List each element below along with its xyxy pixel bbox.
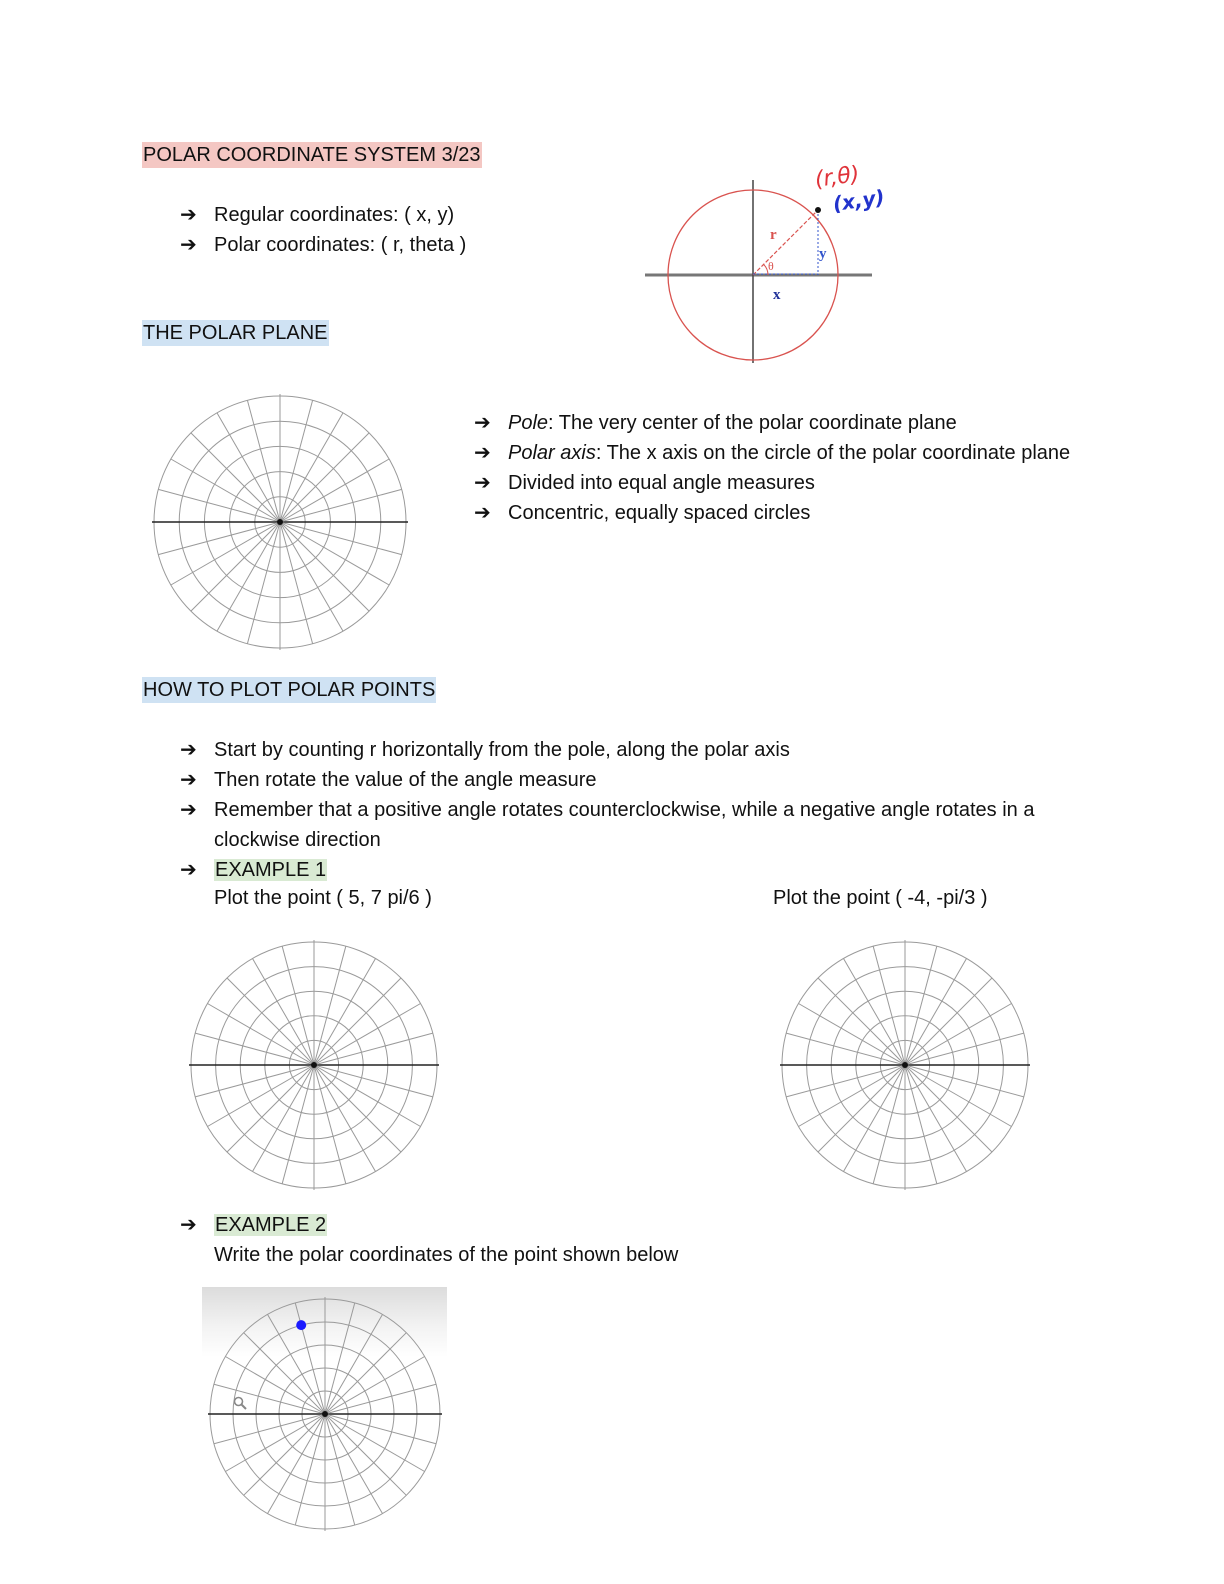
- grid-spoke: [818, 978, 905, 1065]
- list-item: ➔ Regular coordinates: ( x, y): [180, 200, 620, 230]
- grid-spoke: [314, 1065, 421, 1127]
- list-item: [180, 1210, 880, 1240]
- grid-spoke: [798, 1065, 905, 1127]
- grid-spoke: [905, 946, 937, 1065]
- grid-spoke: [227, 1065, 314, 1152]
- polar-grid-example-1-left[interactable]: [189, 940, 439, 1190]
- grid-spoke: [905, 1065, 992, 1152]
- grid-spoke: [314, 1004, 421, 1066]
- grid-spoke: [247, 522, 280, 644]
- grid-spoke: [905, 1065, 1012, 1127]
- label-x: x: [773, 287, 781, 303]
- example-1-label: EXAMPLE 1: [215, 859, 327, 881]
- grid-spoke: [905, 1065, 1024, 1097]
- grid-spoke: [844, 1065, 906, 1172]
- grid-spoke: [244, 1414, 325, 1495]
- grid-spoke: [158, 489, 280, 522]
- grid-spoke: [314, 958, 376, 1065]
- grid-spoke: [280, 522, 369, 611]
- grid-spoke: [325, 1303, 355, 1414]
- grid-spoke: [253, 958, 315, 1065]
- list-item: ➔ Concentric, equally spaced circles: [474, 498, 1084, 528]
- grid-spoke: [207, 1004, 314, 1066]
- grid-spoke: [225, 1414, 325, 1472]
- radius-line: [753, 210, 818, 275]
- grid-spoke: [314, 1065, 346, 1184]
- term-pole: Pole: [508, 412, 549, 434]
- grid-spoke: [325, 1414, 355, 1525]
- pole-dot: [277, 519, 283, 525]
- point-marker: [815, 207, 821, 213]
- plotting-steps-list: [180, 735, 1080, 885]
- grid-spoke: [325, 1357, 425, 1415]
- grid-spoke: [844, 958, 906, 1065]
- grid-spoke: [905, 1033, 1024, 1065]
- section-heading-plot-points: HOW TO PLOT POLAR POINTS: [143, 679, 436, 701]
- grid-spoke: [244, 1333, 325, 1414]
- pole-dot: [902, 1062, 908, 1068]
- grid-spoke: [873, 1065, 905, 1184]
- grid-spoke: [195, 1033, 314, 1065]
- list-item: [180, 855, 1080, 885]
- grid-spoke: [207, 1065, 314, 1127]
- grid-spoke: [217, 413, 280, 522]
- grid-spoke: [325, 1333, 406, 1414]
- list-item: ➔ Remember that a positive angle rotates counterclockwise, while a negative angle rotates in a clockwise direction: [180, 795, 1080, 855]
- arrow-icon: ➔: [180, 769, 197, 791]
- grid-spoke: [171, 522, 280, 585]
- grid-spoke: [214, 1384, 325, 1414]
- grid-spoke: [280, 459, 389, 522]
- grid-spoke: [280, 413, 343, 522]
- grid-spoke: [818, 1065, 905, 1152]
- grid-spoke: [227, 978, 314, 1065]
- list-item: ➔ Then rotate the value of the angle measure: [180, 765, 1080, 795]
- grid-spoke: [314, 1065, 433, 1097]
- grid-spoke: [905, 958, 967, 1065]
- grid-spoke: [280, 489, 402, 522]
- grid-spoke: [282, 1065, 314, 1184]
- label-r: r: [770, 227, 777, 243]
- arrow-icon: ➔: [180, 799, 197, 821]
- grid-spoke: [195, 1065, 314, 1097]
- coordinate-types-list: [180, 200, 620, 260]
- pole-dot: [311, 1062, 317, 1068]
- list-item: ➔ Polar coordinates: ( r, theta ): [180, 230, 620, 260]
- list-item: ➔ Pole: The very center of the polar coordinate plane: [474, 408, 1084, 438]
- grid-spoke: [280, 522, 343, 631]
- page-title: POLAR COORDINATE SYSTEM 3/23: [143, 144, 481, 166]
- grid-spoke: [325, 1414, 406, 1495]
- pole-dot: [322, 1411, 328, 1417]
- grid-spoke: [268, 1314, 326, 1414]
- grid-spoke: [253, 1065, 315, 1172]
- section-heading-polar-plane: THE POLAR PLANE: [143, 322, 328, 344]
- polar-grid-example-1-right[interactable]: [780, 940, 1030, 1190]
- grid-spoke: [325, 1414, 436, 1444]
- plotted-point: [296, 1320, 306, 1330]
- grid-spoke: [314, 1033, 433, 1065]
- grid-spoke: [314, 1065, 376, 1172]
- grid-spoke: [214, 1414, 325, 1444]
- list-item: ➔ Polar axis: The x axis on the circle of the polar coordinate plane: [474, 438, 1084, 468]
- grid-spoke: [280, 522, 313, 644]
- grid-spoke: [798, 1004, 905, 1066]
- arrow-icon: ➔: [474, 412, 491, 434]
- grid-spoke: [295, 1414, 325, 1525]
- grid-spoke: [280, 522, 402, 555]
- label-y: y: [819, 246, 827, 262]
- grid-spoke: [191, 433, 280, 522]
- polar-plane-definitions: [474, 408, 1084, 528]
- arrow-icon: ➔: [474, 472, 491, 494]
- example-2-prompt: Write the polar coordinates of the point shown below: [214, 1244, 679, 1266]
- example-1-left-prompt: Plot the point ( 5, 7 pi/6 ): [214, 887, 432, 909]
- polar-grid: [152, 394, 408, 650]
- arrow-icon: ➔: [180, 859, 197, 881]
- grid-spoke: [314, 946, 346, 1065]
- arrow-icon: ➔: [180, 204, 197, 226]
- grid-spoke: [191, 522, 280, 611]
- handwritten-xy-label: (x,y): [831, 184, 887, 216]
- grid-spoke: [295, 1303, 325, 1414]
- example-2-figure: [202, 1287, 447, 1537]
- grid-spoke: [171, 459, 280, 522]
- arrow-icon: ➔: [474, 442, 491, 464]
- label-theta: θ: [768, 259, 774, 273]
- grid-spoke: [325, 1414, 425, 1472]
- grid-spoke: [905, 978, 992, 1065]
- handwritten-polar-label: (r,θ): [813, 161, 862, 193]
- example-1-right-prompt: Plot the point ( -4, -pi/3 ): [773, 887, 988, 909]
- grid-spoke: [786, 1033, 905, 1065]
- grid-spoke: [325, 1314, 383, 1414]
- grid-spoke: [158, 522, 280, 555]
- grid-spoke: [314, 978, 401, 1065]
- grid-spoke: [280, 522, 389, 585]
- arrow-icon: ➔: [180, 1214, 197, 1236]
- arrow-icon: ➔: [180, 739, 197, 761]
- grid-spoke: [786, 1065, 905, 1097]
- term-polar-axis: Polar axis: [508, 442, 596, 464]
- example-2-label: EXAMPLE 2: [215, 1214, 327, 1236]
- grid-spoke: [280, 433, 369, 522]
- example-2-list: [180, 1210, 880, 1240]
- grid-spoke: [247, 400, 280, 522]
- grid-spoke: [905, 1004, 1012, 1066]
- grid-spoke: [217, 522, 280, 631]
- list-item: ➔ Start by counting r horizontally from the pole, along the polar axis: [180, 735, 1080, 765]
- list-item: ➔ Divided into equal angle measures: [474, 468, 1084, 498]
- grid-spoke: [905, 1065, 967, 1172]
- grid-spoke: [873, 946, 905, 1065]
- polar-grid-example-2: [202, 1287, 447, 1537]
- grid-spoke: [314, 1065, 401, 1152]
- grid-spoke: [268, 1414, 326, 1514]
- grid-spoke: [280, 400, 313, 522]
- arrow-icon: ➔: [180, 234, 197, 256]
- grid-spoke: [905, 1065, 937, 1184]
- arrow-icon: ➔: [474, 502, 491, 524]
- polar-xy-diagram: [640, 155, 900, 370]
- grid-spoke: [282, 946, 314, 1065]
- magnifier-icon: [232, 1395, 248, 1411]
- grid-spoke: [325, 1384, 436, 1414]
- grid-spoke: [325, 1414, 383, 1514]
